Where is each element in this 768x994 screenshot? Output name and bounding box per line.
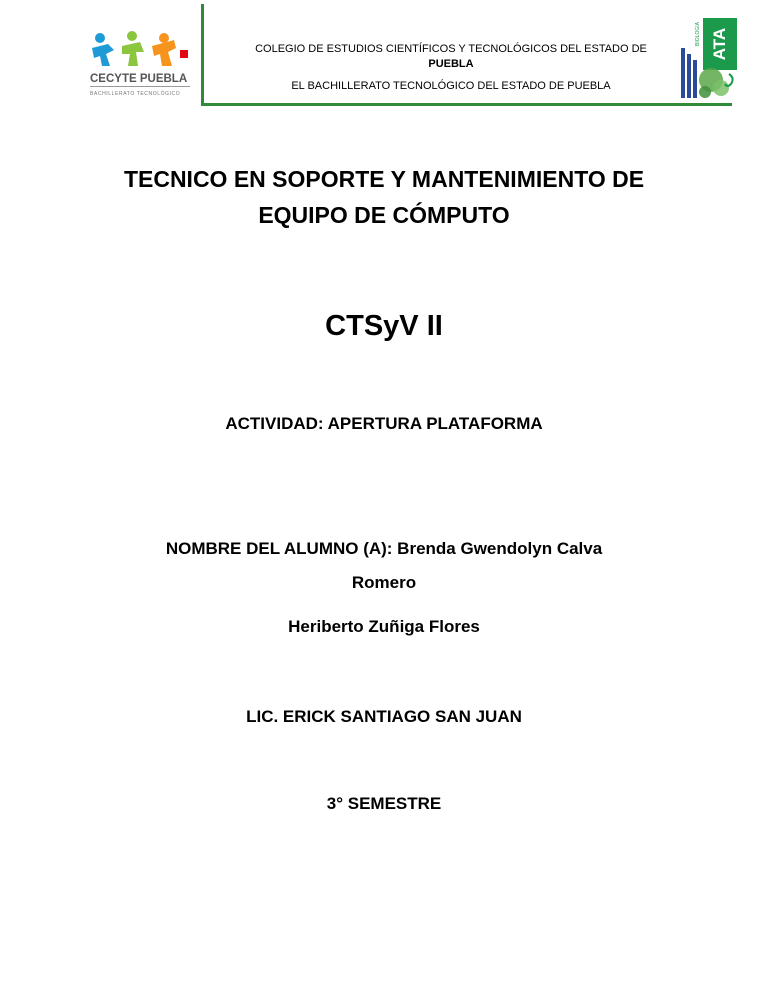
- subject-title: CTSyV II: [325, 310, 443, 342]
- header-institution-line2: PUEBLA: [428, 58, 474, 70]
- activity-label: ACTIVIDAD: APERTURA PLATAFORMA: [225, 414, 543, 433]
- header-vertical-rule: [201, 4, 204, 105]
- student-name-line1: NOMBRE DEL ALUMNO (A): Brenda Gwendolyn Calva: [165, 539, 603, 558]
- header-horizontal-rule: [201, 103, 732, 106]
- program-title-line2: EQUIPO DE CÓMPUTO: [258, 202, 510, 228]
- ata-logo-small-text: BIOLOGÍA: [695, 22, 701, 46]
- teacher-name: LIC. ERICK SANTIAGO SAN JUAN: [246, 707, 522, 726]
- logo-tagline-text: BACHILLERATO TECNOLÓGICO: [90, 91, 181, 97]
- program-title-line1: TECNICO EN SOPORTE Y MANTENIMIENTO DE: [123, 166, 645, 192]
- ata-logo: [679, 18, 739, 100]
- semester-label: 3° SEMESTRE: [326, 794, 442, 813]
- header-institution-line1: COLEGIO DE ESTUDIOS CIENTÍFICOS Y TECNOLÓGICOS DEL ESTADO DE: [255, 43, 647, 55]
- student-name-line2: Romero: [351, 573, 417, 592]
- cecyte-puebla-logo: [88, 28, 192, 100]
- ata-logo-text: ATA: [710, 27, 729, 61]
- student-name-line3: Heriberto Zuñiga Flores: [288, 617, 480, 636]
- logo-brand-text: CECYTE PUEBLA: [90, 73, 188, 85]
- header-institution-tagline: EL BACHILLERATO TECNOLÓGICO DEL ESTADO DE PUEBLA: [291, 80, 611, 92]
